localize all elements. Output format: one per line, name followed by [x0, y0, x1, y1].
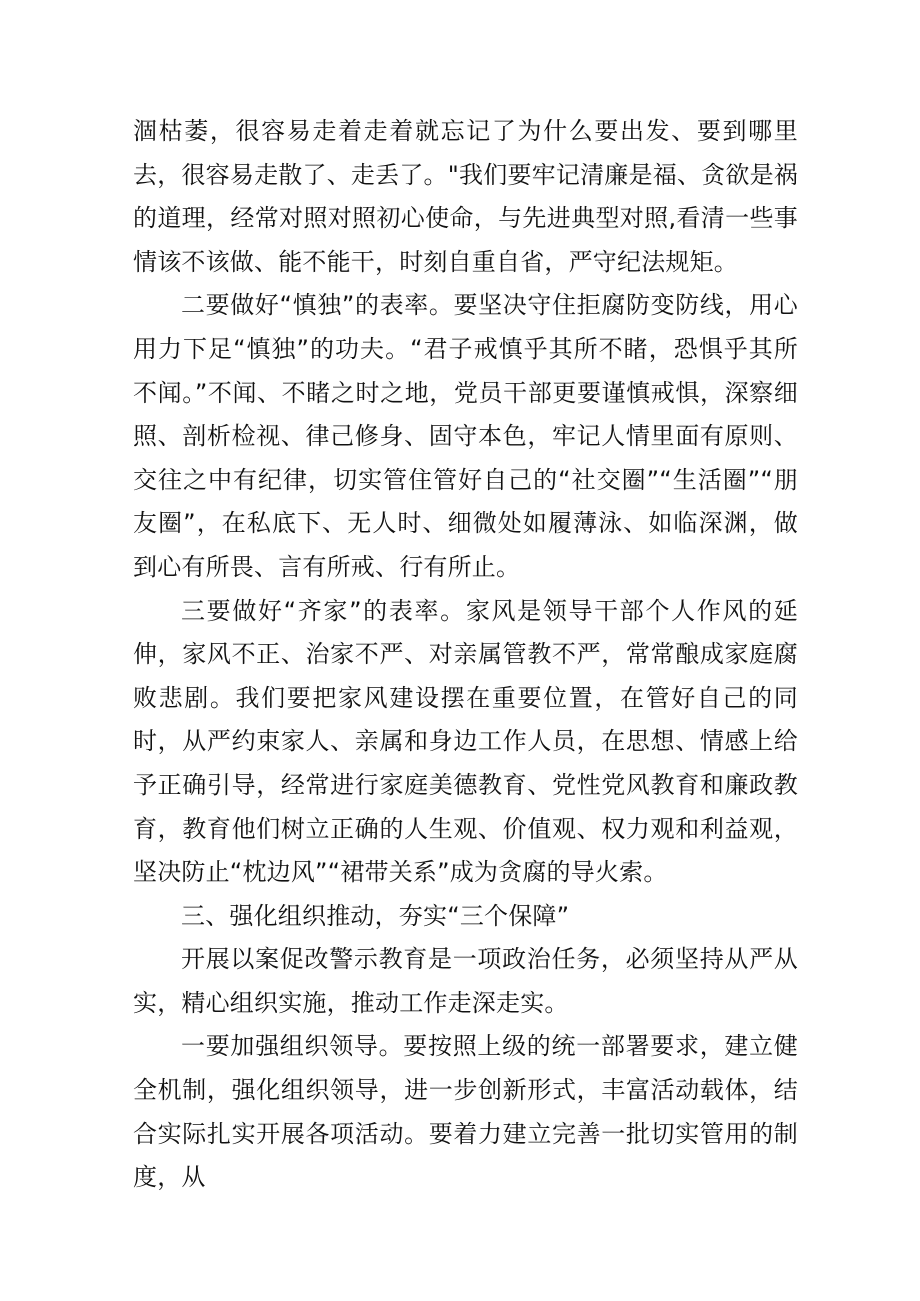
paragraph-organization-leadership: 一要加强组织领导。要按照上级的统一部署要求，建立健全机制，强化组织领导，进一步创新形式，丰富活动载体，结合实际扎实开展各项活动。要着力建立完善一批切实管用的制度，从 — [133, 1032, 798, 1192]
section-heading-three: 三、强化组织推动，夯实“三个保障” — [181, 901, 570, 930]
paragraph-continuation: 涸枯萎，很容易走着走着就忘记了为什么要出发、要到哪里去，很容易走散了、走丢了。"我们要牢记清廉是福、贪欲是祸的道理，经常对照对照初心使命，与先进典型对照,看清一些事情该不该做、能不能干，时刻自重自省，严守纪法规矩。 — [133, 117, 798, 276]
document-body — [133, 110, 798, 1200]
paragraph-qijia: 三要做好“齐家”的表率。家风是领导干部个人作风的延伸，家风不正、治家不严、对亲属管教不严，常常酿成家庭腐败悲剧。我们要把家风建设摆在重要位置，在管好自己的同时，从严约束家人、亲属和身边工作人员，在思想、情感上给予正确引导，经常进行家庭美德教育、党性党风教育和廉政教育，教育他们树立正确的人生观、价值观、权力观和利益观，坚决防止“枕边风”“裙带关系”成为贪腐的导火索。 — [133, 596, 798, 887]
paragraph-section-intro: 开展以案促改警示教育是一项政治任务，必须坚持从严从实，精心组织实施，推动工作走深走实。 — [133, 945, 798, 1017]
paragraph-shendu: 二要做好“慎独”的表率。要坚决守住拒腐防变防线，用心用力下足“慎独”的功夫。“君子戒慎乎其所不睹，恐惧乎其所不闻。”不闻、不睹之时之地，党员干部更要谨慎戒惧，深察细照、剖析检视、律己修身、固守本色，牢记人情里面有原则、交往之中有纪律，切实管住管好自己的“社交圈”“生活圈”“朋友圈”，在私底下、无人时、细微处如履薄泳、如临深渊，做到心有所畏、言有所戒、行有所止。 — [133, 291, 798, 581]
